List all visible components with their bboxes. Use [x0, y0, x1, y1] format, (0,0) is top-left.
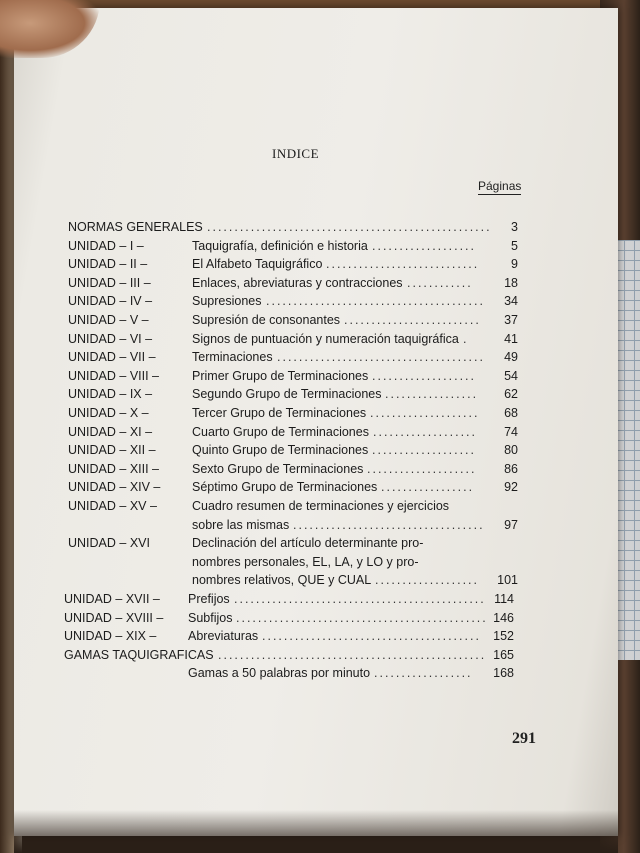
toc-row-unit-14 — [0, 480, 640, 500]
leader-dots: ................... — [372, 238, 476, 253]
leader-dots: ........................................ — [266, 294, 485, 309]
unit-label: UNIDAD – VII – — [68, 350, 156, 365]
toc-row-unit-5 — [0, 313, 640, 333]
unit-description: El Alfabeto Taquigráfico — [192, 257, 323, 272]
toc-row-unit-16 — [0, 536, 640, 556]
leader-dots: ................... — [373, 424, 477, 439]
pages-column-header: Páginas — [478, 179, 522, 193]
toc-row-unit-17 — [0, 592, 636, 612]
unit-description: Sexto Grupo de Terminaciones — [192, 461, 364, 476]
unit-description: Séptimo Grupo de Terminaciones — [192, 480, 378, 495]
page-ref: 152 — [493, 629, 514, 644]
leader-dots: ............ — [407, 275, 473, 290]
unit-description: Terminaciones — [192, 350, 273, 365]
unit-label: UNIDAD – II – — [68, 257, 148, 272]
leader-dots: .................................................... — [207, 220, 492, 234]
unit-description: Segundo Grupo de Terminaciones — [192, 387, 382, 402]
unit-label: UNIDAD – XVIII – — [64, 610, 164, 625]
page-number: 291 — [512, 730, 536, 747]
unit-description: Cuadro resumen de terminaciones y ejercicios — [192, 499, 450, 513]
leader-dots: .............................................. — [234, 592, 486, 606]
unit-label: UNIDAD – III – — [68, 275, 151, 290]
unit-label: UNIDAD – VIII – — [68, 368, 159, 383]
page-ref: 86 — [504, 461, 518, 476]
unit-label: UNIDAD – XI – — [68, 424, 153, 439]
toc-row-unit-16-cont-2 — [0, 573, 640, 593]
leader-dots: .................... — [370, 406, 480, 420]
subsection-label: Gamas a 50 palabras por minuto — [188, 666, 371, 681]
page-ref: 18 — [504, 275, 518, 290]
unit-label: UNIDAD – XII – — [68, 443, 156, 458]
unit-label: UNIDAD – IX – — [68, 387, 153, 402]
toc-row-unit-15 — [0, 499, 640, 519]
toc-row-unit-7 — [0, 350, 640, 370]
leader-dots: ................................... — [293, 517, 485, 532]
leader-dots: ................... — [372, 368, 476, 383]
page-ref: 68 — [504, 406, 518, 420]
unit-description: nombres personales, EL, LA, y LO y pro- — [192, 554, 419, 569]
page-ref: 168 — [493, 666, 514, 681]
unit-label: UNIDAD – XIV – — [68, 480, 161, 495]
unit-label: UNIDAD – XVII – — [64, 592, 160, 606]
toc-row-gamas — [0, 648, 636, 668]
page-ref: 9 — [511, 257, 518, 272]
unit-description: Supresión de consonantes — [192, 313, 341, 327]
toc-row-unit-2 — [0, 257, 640, 277]
unit-label: UNIDAD – XIX – — [64, 629, 157, 644]
leader-dots: ................... — [375, 573, 479, 588]
toc-row-normas — [0, 220, 640, 240]
section-label: NORMAS GENERALES — [68, 220, 203, 234]
leader-dots: ......................... — [344, 313, 481, 327]
toc-row-unit-15-cont — [0, 518, 640, 538]
unit-description: Taquigrafía, definición e historia — [192, 238, 368, 253]
page-ref: 54 — [504, 368, 518, 383]
unit-description: Prefijos — [188, 592, 230, 606]
toc-row-unit-16-cont-1 — [0, 555, 640, 575]
page-ref: 165 — [493, 647, 514, 662]
page-bottom-shadow — [14, 810, 618, 853]
unit-description: Tercer Grupo de Terminaciones — [192, 406, 367, 420]
page-ref: 5 — [511, 238, 518, 253]
page-ref: 80 — [504, 443, 518, 458]
toc-row-gamas-50 — [0, 666, 636, 686]
unit-description: Cuarto Grupo de Terminaciones — [192, 424, 369, 439]
leader-dots: ........................................ — [262, 629, 481, 644]
page-ref: 41 — [504, 331, 518, 346]
unit-label: UNIDAD – X – — [68, 406, 149, 420]
page-ref: 3 — [511, 220, 518, 234]
leader-dots: ............................ — [326, 257, 480, 272]
toc-row-unit-6 — [0, 332, 640, 352]
unit-description: Enlaces, abreviaturas y contracciones — [192, 275, 403, 290]
toc-row-unit-18 — [0, 611, 636, 631]
toc-row-unit-10 — [0, 406, 640, 426]
leader-dots: ................. — [381, 480, 475, 495]
unit-description: Quinto Grupo de Terminaciones — [192, 443, 369, 458]
toc-row-unit-12 — [0, 443, 640, 463]
page-ref: 97 — [504, 517, 518, 532]
toc-row-unit-8 — [0, 369, 640, 389]
leader-dots: ...................................... — [277, 350, 485, 365]
leader-dots: .................. — [374, 666, 473, 681]
unit-description: Signos de puntuación y numeración taquigráfica — [192, 331, 459, 346]
unit-label: UNIDAD – XVI — [68, 536, 150, 551]
unit-label: UNIDAD – V – — [68, 313, 149, 327]
toc-row-unit-4 — [0, 294, 640, 314]
page-ref: 92 — [504, 480, 518, 495]
unit-label: UNIDAD – VI – — [68, 331, 153, 346]
toc-row-unit-13 — [0, 462, 640, 482]
unit-label: UNIDAD – XV – — [68, 499, 157, 513]
toc-row-unit-3 — [0, 276, 640, 296]
unit-label: UNIDAD – IV – — [68, 294, 153, 309]
unit-description: Primer Grupo de Terminaciones — [192, 368, 369, 383]
leader-dots: ................................................. — [218, 647, 487, 662]
unit-description: sobre las mismas — [192, 517, 290, 532]
leader-dots: .................... — [367, 461, 477, 476]
unit-description: nombres relativos, QUE y CUAL — [192, 573, 372, 588]
page-ref: 62 — [504, 387, 518, 402]
page-ref: 49 — [504, 350, 518, 365]
leader-dots: ................. — [385, 387, 479, 402]
unit-description: Subfijos — [188, 610, 233, 625]
toc-row-unit-11 — [0, 425, 640, 445]
unit-description: Declinación del artículo determinante pro- — [192, 536, 424, 551]
leader-dots: ................... — [372, 443, 476, 458]
unit-description: Supresiones — [192, 294, 262, 309]
toc-row-unit-1 — [0, 239, 640, 259]
leader-dots: . — [463, 331, 469, 346]
unit-label: UNIDAD – I – — [68, 238, 144, 253]
toc-row-unit-9 — [0, 387, 640, 407]
unit-label: UNIDAD – XIII – — [68, 461, 159, 476]
unit-description: Abreviaturas — [188, 629, 259, 644]
page-ref: 101 — [497, 573, 518, 588]
toc-row-unit-19 — [0, 629, 636, 649]
page-title: INDICE — [272, 146, 320, 161]
page-ref: 37 — [504, 313, 518, 327]
page-ref: 146 — [493, 610, 514, 625]
section-label: GAMAS TAQUIGRAFICAS — [64, 647, 214, 662]
page-ref: 114 — [494, 592, 514, 606]
leader-dots: .............................................. — [236, 610, 488, 625]
page-ref: 74 — [504, 424, 518, 439]
page-ref: 34 — [504, 294, 518, 309]
